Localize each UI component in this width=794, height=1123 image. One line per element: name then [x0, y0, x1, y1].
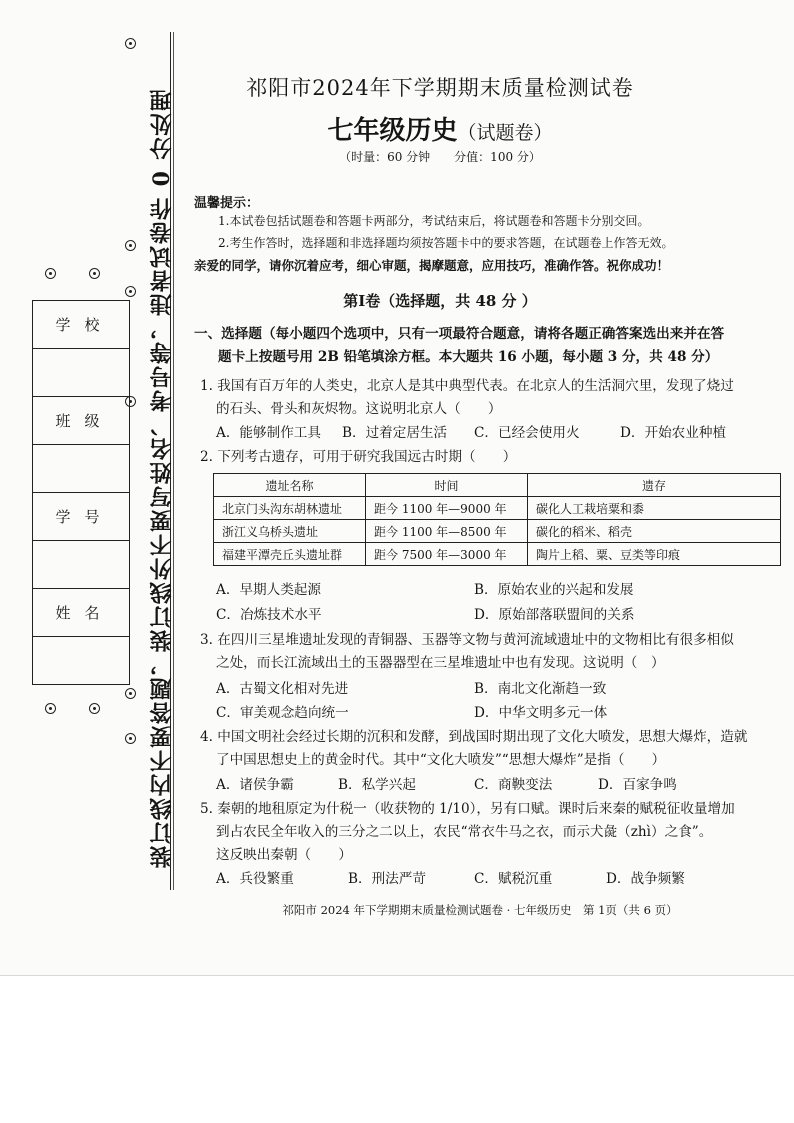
binding-hole-icon	[125, 286, 136, 297]
field-name-blank[interactable]	[33, 637, 130, 685]
question-5-option-a[interactable]: A．兵役繁重	[216, 871, 294, 887]
question-1-option-c[interactable]: C．已经会使用火	[474, 425, 580, 441]
question-3-option-c[interactable]: C．审美观念趋向统一	[216, 705, 349, 721]
table-cell: 距今 1100 年—8500 年	[366, 520, 528, 543]
question-4-option-a[interactable]: A．诸侯争霸	[216, 777, 294, 793]
field-school-blank[interactable]	[33, 349, 130, 397]
question-3-stem: 之处，而长江流域出土的玉器器型在三星堆遗址中也有发现。这说明（ ）	[216, 655, 665, 671]
table-row	[214, 520, 781, 543]
table-row	[214, 497, 781, 520]
field-id-label: 学号	[33, 493, 130, 541]
binding-hole-icon	[45, 268, 56, 279]
table-header: 遗址名称	[214, 474, 366, 497]
table-cell: 福建平潭壳丘头遗址群	[214, 543, 366, 566]
table-cell: 碳化人工栽培粟和黍	[528, 497, 781, 520]
question-2-option-b[interactable]: B．原始农业的兴起和发展	[474, 582, 634, 598]
table-cell: 陶片上稻、粟、豆类等印痕	[528, 543, 781, 566]
question-1-option-a[interactable]: A．能够制作工具	[216, 425, 321, 441]
table-row	[214, 543, 781, 566]
binding-hole-icon	[89, 703, 100, 714]
table-cell: 碳化的稻米、稻壳	[528, 520, 781, 543]
question-1-stem: 1. 我国有百万年的人类史，北京人是其中典型代表。在北京人的生活洞穴里，发现了烧过	[200, 378, 734, 394]
section-instruction: 题卡上按题号用 2B 铅笔填涂方框。本大题共 16 小题，每小题 3 分，共 48 分）	[218, 349, 719, 365]
question-3-stem: 3. 在四川三星堆遗址发现的青铜器、玉器等文物与黄河流域遗址中的文物相比有很多相似	[200, 632, 734, 648]
subject-heading	[180, 110, 700, 147]
question-3-option-b[interactable]: B．南北文化渐趋一致	[474, 681, 607, 697]
field-class-blank[interactable]	[33, 445, 130, 493]
subject-name: 七年级历史	[327, 116, 458, 146]
tip-item: 2.考生作答时，选择题和非选择题均须按答题卡中的要求答题，在试题卷上作答无效。	[218, 236, 674, 250]
table-cell: 距今 1100 年—9000 年	[366, 497, 528, 520]
question-3-option-a[interactable]: A．古蜀文化相对先进	[216, 681, 349, 697]
binding-hole-icon	[125, 733, 136, 744]
greeting: 亲爱的同学，请你沉着应考，细心审题，揭摩题意，应用技巧，准确作答。祝你成功！	[194, 258, 670, 273]
binding-hole-icon	[125, 688, 136, 699]
section-title: 第Ⅰ卷（选择题，共 48 分 ）	[343, 292, 537, 310]
question-2-option-a[interactable]: A．早期人类起源	[216, 582, 321, 598]
question-2-stem: 2. 下列考古遗存，可用于研究我国远古时期（ ）	[200, 449, 517, 465]
binding-hole-icon	[89, 268, 100, 279]
binding-hole-icon	[125, 240, 136, 251]
table-cell: 北京门头沟东胡林遗址	[214, 497, 366, 520]
question-2-option-d[interactable]: D．原始部落联盟间的关系	[474, 607, 635, 623]
question-5-option-c[interactable]: C．赋税沉重	[474, 871, 553, 887]
section-instruction: 一、选择题（每小题四个选项中，只有一项最符合题意，请将各题正确答案选出来并在答	[194, 326, 725, 342]
table-cell: 浙江义乌桥头遗址	[214, 520, 366, 543]
tip-item: 1.本试卷包括试题卷和答题卡两部分，考试结束后，将试题卷和答题卡分别交回。	[218, 214, 650, 228]
question-1-stem: 的石头、骨头和灰烬物。这说明北京人（ ）	[216, 401, 502, 417]
question-4-stem: 了中国思想史上的黄金时代。其中“文化大喷发”“思想大爆炸”是指（ ）	[216, 752, 666, 768]
subject-note: （试题卷）	[457, 122, 553, 144]
question-4-option-c[interactable]: C．商鞅变法	[474, 777, 553, 793]
student-info-table	[32, 300, 130, 685]
question-4-option-b[interactable]: B．私学兴起	[338, 777, 416, 793]
binding-hole-icon	[125, 38, 136, 49]
table-header: 遗存	[528, 474, 781, 497]
question-5-option-d[interactable]: D．战争频繁	[606, 871, 685, 887]
binding-hole-icon	[45, 703, 56, 714]
archaeology-table	[213, 473, 781, 566]
question-5-stem: 这反映出秦朝（ ）	[216, 847, 352, 863]
field-school-label: 学校	[33, 301, 130, 349]
page-footer: 祁阳市 2024 年下学期期末质量检测试题卷 · 七年级历史 第 1页（共 6 页）	[282, 903, 678, 917]
question-5-stem: 5. 秦朝的地租原定为什税一（收获物的 1/10），另有口赋。课时后来秦的赋税征收量增加	[200, 801, 735, 817]
table-cell: 距今 7500 年—3000 年	[366, 543, 528, 566]
question-5-option-b[interactable]: B．刑法严苛	[348, 871, 426, 887]
binding-warning: 装订线内不要答题，装订线外不要写姓名、考号等，违者试卷作 0 分处理	[149, 87, 175, 869]
exam-meta: （时量：60 分钟 分值：100 分）	[339, 150, 541, 164]
question-1-option-b[interactable]: B．过着定居生活	[342, 425, 448, 441]
question-4-option-d[interactable]: D．百家争鸣	[598, 777, 677, 793]
question-3-option-d[interactable]: D．中华文明多元一体	[474, 705, 608, 721]
question-5-stem: 到占农民全年收入的三分之二以上，农民“常衣牛马之衣，而示犬彘（zhì）之食”。	[216, 824, 713, 840]
question-4-stem: 4. 中国文明社会经过长期的沉积和发酵，到战国时期出现了文化大喷发，思想大爆炸，造就	[200, 729, 748, 745]
question-1-option-d[interactable]: D．开始农业种植	[620, 425, 727, 441]
table-header: 时间	[366, 474, 528, 497]
question-2-option-c[interactable]: C．冶炼技术水平	[216, 607, 322, 623]
tips-title: 温馨提示：	[194, 196, 260, 211]
field-id-blank[interactable]	[33, 541, 130, 589]
field-class-label: 班级	[33, 397, 130, 445]
exam-title: 祁阳市2024年下学期期末质量检测试卷	[246, 76, 634, 100]
field-name-label: 姓名	[33, 589, 130, 637]
